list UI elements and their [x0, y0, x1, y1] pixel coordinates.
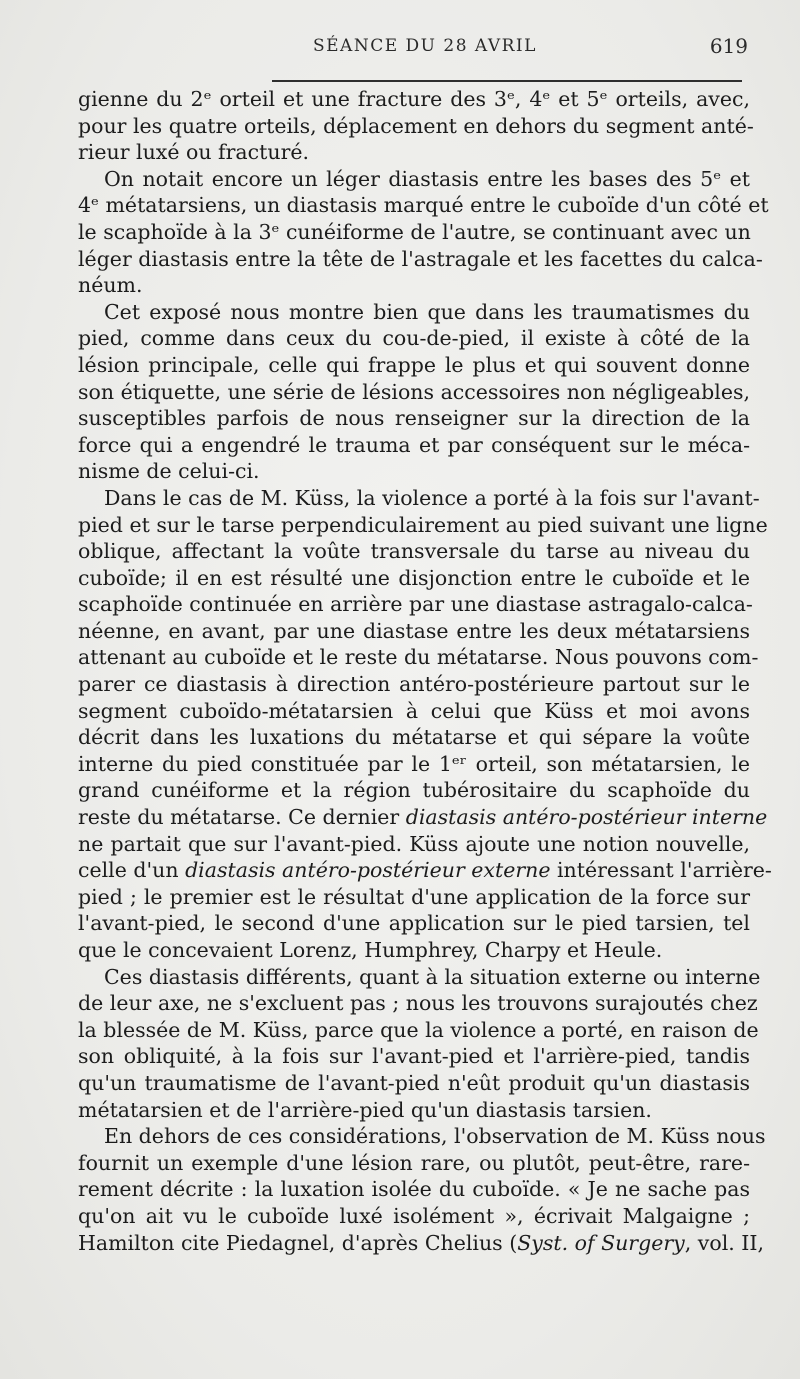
text-line	[78, 272, 750, 299]
line-text: Dans le cas de M. Küss, la violence a porté à la fois sur l'avant-	[104, 485, 760, 510]
line-text: néum.	[78, 273, 143, 298]
running-head	[78, 36, 748, 64]
line-text: En dehors de ces considérations, l'observation de M. Küss nous	[104, 1124, 766, 1149]
line-text: grand cunéiforme et la région tubérositaire du scaphoïde du	[78, 778, 750, 803]
text-line	[78, 246, 763, 273]
line-text: nisme de celui-ci.	[78, 459, 260, 484]
italic-term: Syst. of Surgery	[517, 1230, 685, 1255]
line-text: fournit un exemple d'une lésion rare, ou plutôt, peut-être, rare-	[78, 1150, 750, 1175]
line-text: pied ; le premier est le résultat d'une application de la force sur	[78, 884, 750, 909]
text-line	[78, 1070, 750, 1097]
line-text: ne partait que sur l'avant-pied. Küss ajoute une notion nouvelle,	[78, 831, 750, 856]
text-line	[78, 751, 750, 778]
line-text: On notait encore un léger diastasis entre les bases des 5ᵉ et	[104, 166, 750, 191]
text-line	[78, 1017, 759, 1044]
line-text: cuboïde; il en est résulté une disjonction entre le cuboïde et le	[78, 565, 750, 590]
text-line	[78, 113, 754, 140]
text-line	[78, 990, 758, 1017]
text-line	[78, 86, 750, 113]
text-line	[78, 671, 750, 698]
page-number: 619	[709, 34, 748, 58]
line-text: Ces diastasis différents, quant à la situation externe ou interne	[104, 964, 761, 989]
line-text: pied et sur le tarse perpendiculairement au pied suivant une ligne	[78, 512, 768, 537]
line-text: 4ᵉ métatarsiens, un diastasis marqué entre le cuboïde d'un côté et	[78, 193, 769, 218]
text-line	[78, 724, 750, 751]
line-text: léger diastasis entre la tête de l'astragale et les facettes du calca-	[78, 246, 763, 271]
line-text: qu'un traumatisme de l'avant-pied n'eût produit qu'un diastasis	[78, 1070, 750, 1095]
line-text: rement décrite : la luxation isolée du cuboïde. « Je ne sache pas	[78, 1177, 750, 1202]
line-text: scaphoïde continuée en arrière par une diastase astragalo-calca-	[78, 592, 753, 617]
text-line	[78, 857, 772, 884]
line-text: gienne du 2ᵉ orteil et une fracture des 3ᵉ, 4ᵉ et 5ᵉ orteils, avec,	[78, 87, 750, 111]
text-line	[78, 1097, 750, 1124]
line-text: reste du métatarse. Ce dernier	[78, 805, 406, 830]
text-line	[78, 698, 750, 725]
text-line	[78, 831, 750, 858]
text-line	[78, 219, 750, 246]
line-text: son étiquette, une série de lésions accessoires non négligeables,	[78, 379, 750, 404]
text-line	[78, 405, 750, 432]
text-line	[78, 458, 750, 485]
text-line	[78, 1123, 766, 1150]
text-line	[78, 485, 760, 512]
line-text: l'avant-pied, le second d'une application sur le pied tarsien, tel	[78, 911, 750, 936]
italic-term: diastasis antéro-postérieur externe	[185, 858, 551, 883]
text-line	[78, 432, 750, 459]
text-line	[78, 804, 768, 831]
line-text-after: , vol. II,	[684, 1230, 765, 1255]
line-text: lésion principale, celle qui frappe le plus et qui souvent donne	[78, 352, 750, 377]
text-line	[78, 1230, 765, 1257]
text-line	[78, 644, 759, 671]
text-line	[78, 166, 750, 193]
line-text: que le concevaient Lorenz, Humphrey, Charpy et Heule.	[78, 938, 663, 962]
line-text: le scaphoïde à la 3ᵉ cunéiforme de l'autre, se continuant avec un	[78, 219, 751, 244]
text-line	[78, 325, 750, 352]
line-text: son obliquité, à la fois sur l'avant-pied et l'arrière-pied, tandis	[78, 1044, 750, 1069]
line-text: métatarsien et de l'arrière-pied qu'un diastasis tarsien.	[78, 1097, 652, 1122]
text-line	[78, 512, 768, 539]
text-line	[78, 538, 750, 565]
line-text: pied, comme dans ceux du cou-de-pied, il existe à côté de la	[78, 326, 750, 351]
line-text: parer ce diastasis à direction antéro-postérieure partout sur le	[78, 672, 750, 697]
text-line	[78, 139, 750, 166]
line-text: rieur luxé ou fracturé.	[78, 140, 310, 165]
text-line	[78, 777, 750, 804]
line-text: interne du pied constituée par le 1ᵉʳ orteil, son métatarsien, le	[78, 751, 750, 776]
line-text: susceptibles parfois de nous renseigner sur la direction de la	[78, 406, 750, 431]
text-line	[78, 1176, 750, 1203]
line-text: néenne, en avant, par une diastase entre les deux métatarsiens	[78, 618, 750, 643]
italic-term: diastasis antéro-postérieur interne	[405, 805, 768, 830]
line-text: décrit dans les luxations du métatarse et qui sépare la voûte	[78, 725, 750, 750]
line-text: Cet exposé nous montre bien que dans les traumatismes du	[104, 299, 750, 324]
line-text: pour les quatre orteils, déplacement en dehors du segment anté-	[78, 113, 754, 138]
text-line	[78, 1150, 750, 1177]
line-text: la blessée de M. Küss, parce que la violence a porté, en raison de	[78, 1017, 759, 1042]
text-line	[78, 299, 750, 326]
text-line	[78, 937, 750, 964]
text-line	[78, 910, 750, 937]
text-line	[78, 379, 750, 406]
running-title: SÉANCE DU 28 AVRIL	[313, 36, 537, 56]
text-line	[78, 1043, 750, 1070]
line-text: de leur axe, ne s'excluent pas ; nous les trouvons surajoutés chez	[78, 991, 758, 1016]
body-text	[78, 86, 772, 1256]
text-line	[78, 591, 753, 618]
text-line	[78, 1203, 750, 1230]
text-line	[78, 618, 750, 645]
line-text: force qui a engendré le trauma et par conséquent sur le méca-	[78, 432, 750, 457]
line-text: qu'on ait vu le cuboïde luxé isolément », écrivait Malgaigne ;	[78, 1203, 750, 1228]
text-line	[78, 565, 750, 592]
text-line	[78, 352, 750, 379]
line-text: Hamilton cite Piedagnel, d'après Chelius (	[78, 1230, 518, 1255]
line-text: celle d'un	[78, 858, 186, 883]
text-line	[78, 884, 750, 911]
text-line	[78, 964, 761, 991]
line-text: attenant au cuboïde et le reste du métatarse. Nous pouvons com-	[78, 645, 759, 670]
line-text: oblique, affectant la voûte transversale du tarse au niveau du	[78, 539, 750, 564]
header-rule	[272, 80, 742, 82]
text-line	[78, 192, 769, 219]
line-text: segment cuboïdo-métatarsien à celui que Küss et moi avons	[78, 698, 750, 723]
line-text-after: intéressant l'arrière-	[550, 858, 772, 883]
